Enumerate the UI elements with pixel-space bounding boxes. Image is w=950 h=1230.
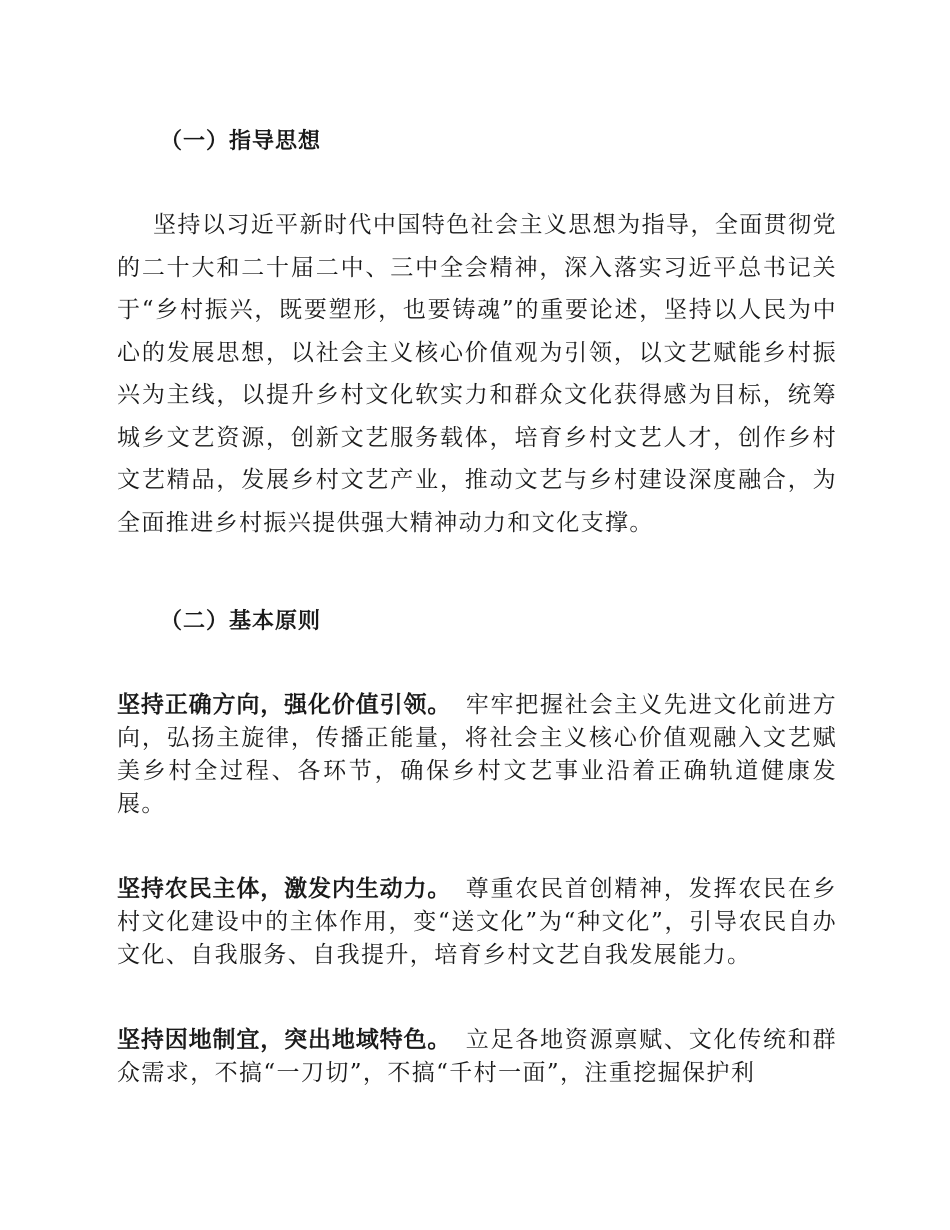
principle-lead: 坚持农民主体，激发内生动力。 — [117, 876, 452, 902]
principle-paragraph — [117, 873, 837, 972]
principle-paragraph — [117, 1024, 837, 1090]
principle-body: 牢牢把握社会主义先进文化前进方向，弘扬主旋律，传播正能量，将社会主义核心价值观融入文艺赋美乡村全过程、各环节，确保乡村文艺事业沿着正确轨道健康发展。 — [117, 692, 838, 817]
principle-lead: 坚持因地制宜，突出地域特色。 — [117, 1027, 452, 1053]
section-heading-basic-principles: （二）基本原则 — [160, 609, 322, 634]
guiding-ideology-paragraph: 坚持以习近平新时代中国特色社会主义思想为指导，全面贯彻党的二十大和二十届二中、三中全会精神，深入落实习近平总书记关于“乡村振兴，既要塑形，也要铸魂”的重要论述，坚持以人民为中心的发展思想，以社会主义核心价值观为引领，以文艺赋能乡村振兴为主线，以提升乡村文化软实力和群众文化获得感为目标，统筹城乡文艺资源，创新文艺服务载体，培育乡村文艺人才，创作乡村文艺精品，发展乡村文艺产业，推动文艺与乡村建设深度融合，为全面推进乡村振兴提供强大精神动力和文化支撑。 — [117, 212, 837, 536]
principle-paragraph — [117, 689, 837, 821]
principle-body: 尊重农民首创精神，发挥农民在乡村文化建设中的主体作用，变“送文化”为“种文化”，引导农民自办文化、自我服务、自我提升，培育乡村文艺自我发展能力。 — [117, 876, 838, 968]
principle-lead: 坚持正确方向，强化价值引领。 — [117, 692, 452, 718]
principle-body: 立足各地资源禀赋、文化传统和群众需求，不搞“一刀切”，不搞“千村一面”，注重挖掘保护利 — [117, 1027, 838, 1086]
section-heading-guiding-ideology: （一）指导思想 — [160, 129, 322, 154]
